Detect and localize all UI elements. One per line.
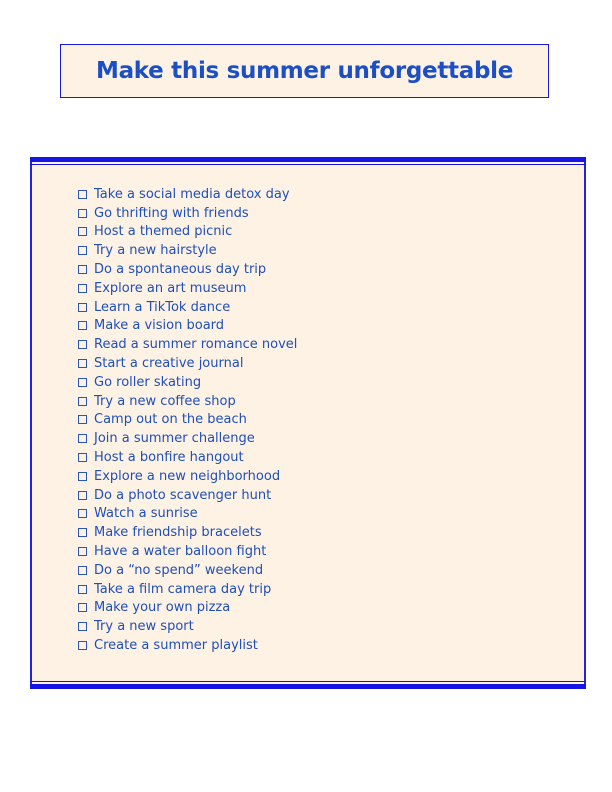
checklist-item[interactable] (78, 561, 297, 580)
checklist-item-label: Camp out on the beach (94, 412, 247, 428)
bottom-border-rule (30, 684, 586, 689)
checkbox-icon[interactable] (78, 528, 87, 537)
checklist-item-label: Make a vision board (94, 318, 225, 334)
checkbox-icon[interactable] (78, 453, 87, 462)
checklist-item[interactable] (78, 636, 297, 655)
checklist-item[interactable] (78, 542, 297, 561)
checklist-item-label: Make friendship bracelets (94, 525, 262, 541)
checklist-item[interactable] (78, 392, 297, 411)
checklist-item[interactable] (78, 523, 297, 542)
page-title: Make this summer unforgettable (95, 58, 513, 84)
checkbox-icon[interactable] (78, 509, 87, 518)
checkbox-icon[interactable] (78, 359, 87, 368)
checkbox-icon[interactable] (78, 622, 87, 631)
checkbox-icon[interactable] (78, 415, 87, 424)
checklist-item[interactable] (78, 429, 297, 448)
checklist-item-label: Try a new sport (94, 619, 194, 635)
checkbox-icon[interactable] (78, 340, 87, 349)
checklist-item-label: Go thrifting with friends (94, 205, 249, 221)
checklist-item-label: Start a creative journal (94, 356, 244, 372)
checklist-item[interactable] (78, 505, 297, 524)
checklist-item[interactable] (78, 617, 297, 636)
checklist-item[interactable] (78, 448, 297, 467)
checkbox-icon[interactable] (78, 547, 87, 556)
top-border-rule (30, 157, 586, 162)
checklist-item-label: Learn a TikTok dance (94, 299, 231, 315)
title-box (60, 44, 549, 98)
checkbox-icon[interactable] (78, 190, 87, 199)
checklist-item-label: Do a spontaneous day trip (94, 262, 267, 278)
checkbox-icon[interactable] (78, 472, 87, 481)
checklist-item[interactable] (78, 241, 297, 260)
checklist-item-label: Take a film camera day trip (94, 581, 272, 597)
checklist-item-label: Do a “no spend” weekend (94, 562, 264, 578)
checklist-item[interactable] (78, 580, 297, 599)
checkbox-icon[interactable] (78, 434, 87, 443)
checkbox-icon[interactable] (78, 303, 87, 312)
checklist-item[interactable] (78, 317, 297, 336)
checkbox-icon[interactable] (78, 491, 87, 500)
checklist-item-label: Try a new coffee shop (94, 393, 236, 409)
checklist-item-label: Explore an art museum (94, 280, 247, 296)
checklist-item[interactable] (78, 335, 297, 354)
checklist-item-label: Host a themed picnic (94, 224, 233, 240)
checklist-item[interactable] (78, 185, 297, 204)
checklist-item-label: Read a summer romance novel (94, 337, 298, 353)
checklist-item[interactable] (78, 599, 297, 618)
checklist-item[interactable] (78, 260, 297, 279)
checkbox-icon[interactable] (78, 246, 87, 255)
checklist-item-label: Create a summer playlist (94, 638, 258, 654)
checkbox-icon[interactable] (78, 378, 87, 387)
checklist-item[interactable] (78, 467, 297, 486)
checklist-panel (30, 157, 586, 689)
checkbox-icon[interactable] (78, 284, 87, 293)
checklist-item[interactable] (78, 411, 297, 430)
checkbox-icon[interactable] (78, 209, 87, 218)
checklist-item-label: Explore a new neighborhood (94, 468, 281, 484)
checklist-item[interactable] (78, 204, 297, 223)
checkbox-icon[interactable] (78, 585, 87, 594)
checklist-item-label: Go roller skating (94, 374, 202, 390)
checklist-item-label: Have a water balloon fight (94, 544, 267, 560)
checklist-item-label: Host a bonfire hangout (94, 450, 244, 466)
checklist-item-label: Make your own pizza (94, 600, 231, 616)
checklist-item[interactable] (78, 354, 297, 373)
checklist-item-label: Try a new hairstyle (94, 243, 217, 259)
checklist-item[interactable] (78, 298, 297, 317)
checklist (78, 185, 297, 655)
checklist-item[interactable] (78, 373, 297, 392)
checklist-item[interactable] (78, 486, 297, 505)
checkbox-icon[interactable] (78, 321, 87, 330)
checklist-item-label: Do a photo scavenger hunt (94, 487, 272, 503)
checkbox-icon[interactable] (78, 603, 87, 612)
checkbox-icon[interactable] (78, 641, 87, 650)
checklist-item-label: Join a summer challenge (94, 431, 255, 447)
checkbox-icon[interactable] (78, 566, 87, 575)
checklist-item-label: Watch a sunrise (94, 506, 198, 522)
checkbox-icon[interactable] (78, 227, 87, 236)
checklist-item-label: Take a social media detox day (94, 186, 290, 202)
checklist-item[interactable] (78, 279, 297, 298)
checkbox-icon[interactable] (78, 265, 87, 274)
checklist-item[interactable] (78, 223, 297, 242)
checkbox-icon[interactable] (78, 397, 87, 406)
